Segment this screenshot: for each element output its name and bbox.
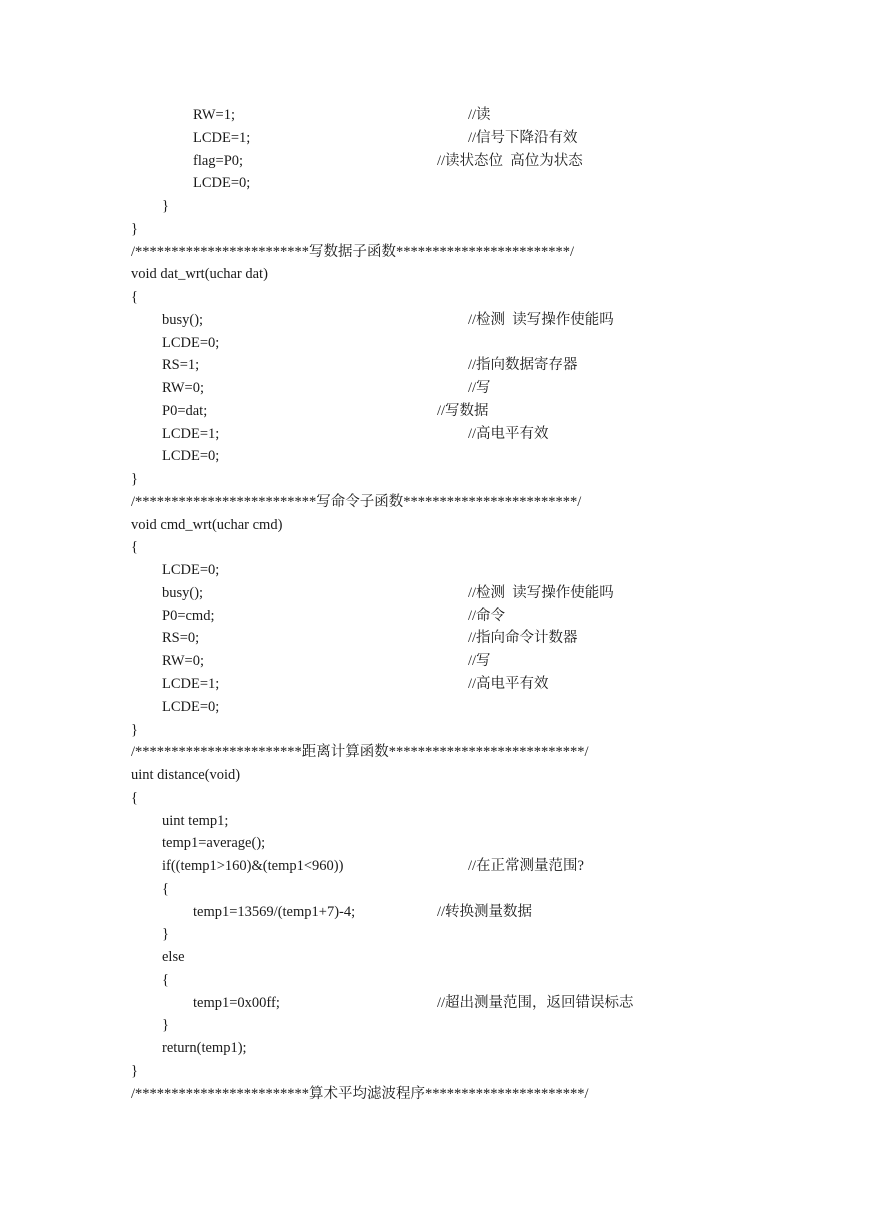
code-text: } bbox=[131, 221, 138, 237]
code-comment: //检测 读写操作使能吗 bbox=[468, 585, 614, 601]
code-text: } bbox=[131, 1063, 138, 1079]
code-comment: //读 bbox=[468, 107, 491, 123]
code-text: uint distance(void) bbox=[131, 767, 241, 783]
code-comment: //写数据 bbox=[437, 403, 489, 419]
code-comment: //指向数据寄存器 bbox=[468, 357, 578, 373]
code-comment: //超出测量范围，返回错误标志 bbox=[437, 995, 634, 1011]
code-text: RS=0; bbox=[162, 630, 200, 646]
code-comment: //写 bbox=[468, 380, 491, 396]
code-text: flag=P0; bbox=[193, 153, 244, 169]
code-text: LCDE=0; bbox=[162, 699, 220, 715]
code-text: busy(); bbox=[162, 312, 204, 328]
code-text: LCDE=1; bbox=[162, 426, 220, 442]
code-text: LCDE=1; bbox=[193, 130, 251, 146]
code-comment: //高电平有效 bbox=[468, 676, 549, 692]
code-text: } bbox=[162, 198, 169, 214]
code-comment: //指向命令计数器 bbox=[468, 630, 578, 646]
code-text: LCDE=0; bbox=[162, 448, 220, 464]
code-text: { bbox=[162, 881, 169, 897]
code-text: LCDE=0; bbox=[193, 175, 251, 191]
code-text: LCDE=1; bbox=[162, 676, 220, 692]
code-text: } bbox=[162, 926, 169, 942]
code-text: { bbox=[131, 289, 138, 305]
code-text: /***********************距离计算函数***************************/ bbox=[131, 744, 589, 760]
code-text: temp1=0x00ff; bbox=[193, 995, 280, 1011]
code-comment: //读状态位 高位为状态 bbox=[437, 153, 583, 169]
code-text: else bbox=[162, 949, 185, 965]
code-text: /************************写数据子函数************************/ bbox=[131, 244, 575, 260]
code-text: RS=1; bbox=[162, 357, 200, 373]
code-text: void dat_wrt(uchar dat) bbox=[131, 266, 268, 282]
code-text: { bbox=[131, 790, 138, 806]
code-comment: //命令 bbox=[468, 608, 506, 624]
code-text: temp1=average(); bbox=[162, 835, 266, 851]
code-text: busy(); bbox=[162, 585, 204, 601]
code-comment: //信号下降沿有效 bbox=[468, 130, 578, 146]
code-comment: //高电平有效 bbox=[468, 426, 549, 442]
code-text: LCDE=0; bbox=[162, 335, 220, 351]
code-text: /*************************写命令子函数************************/ bbox=[131, 494, 582, 510]
code-text: { bbox=[162, 972, 169, 988]
code-text: } bbox=[131, 471, 138, 487]
code-text: P0=cmd; bbox=[162, 608, 215, 624]
code-comment: //转换测量数据 bbox=[437, 904, 533, 920]
code-text: LCDE=0; bbox=[162, 562, 220, 578]
code-text: RW=1; bbox=[193, 107, 236, 123]
code-text: RW=0; bbox=[162, 653, 205, 669]
code-text: } bbox=[131, 722, 138, 738]
code-text: return(temp1); bbox=[162, 1040, 247, 1056]
code-text: temp1=13569/(temp1+7)-4; bbox=[193, 904, 356, 920]
code-text: P0=dat; bbox=[162, 403, 208, 419]
code-text: /************************算术平均滤波程序**********************/ bbox=[131, 1086, 589, 1102]
code-comment: //检测 读写操作使能吗 bbox=[468, 312, 614, 328]
code-text: if((temp1>160)&(temp1<960)) bbox=[162, 858, 344, 874]
code-text: void cmd_wrt(uchar cmd) bbox=[131, 517, 283, 533]
code-text: } bbox=[162, 1017, 169, 1033]
code-text: uint temp1; bbox=[162, 813, 229, 829]
code-text: RW=0; bbox=[162, 380, 205, 396]
code-comment: //写 bbox=[468, 653, 491, 669]
code-comment: //在正常测量范围? bbox=[468, 858, 584, 874]
code-text: { bbox=[131, 539, 138, 555]
